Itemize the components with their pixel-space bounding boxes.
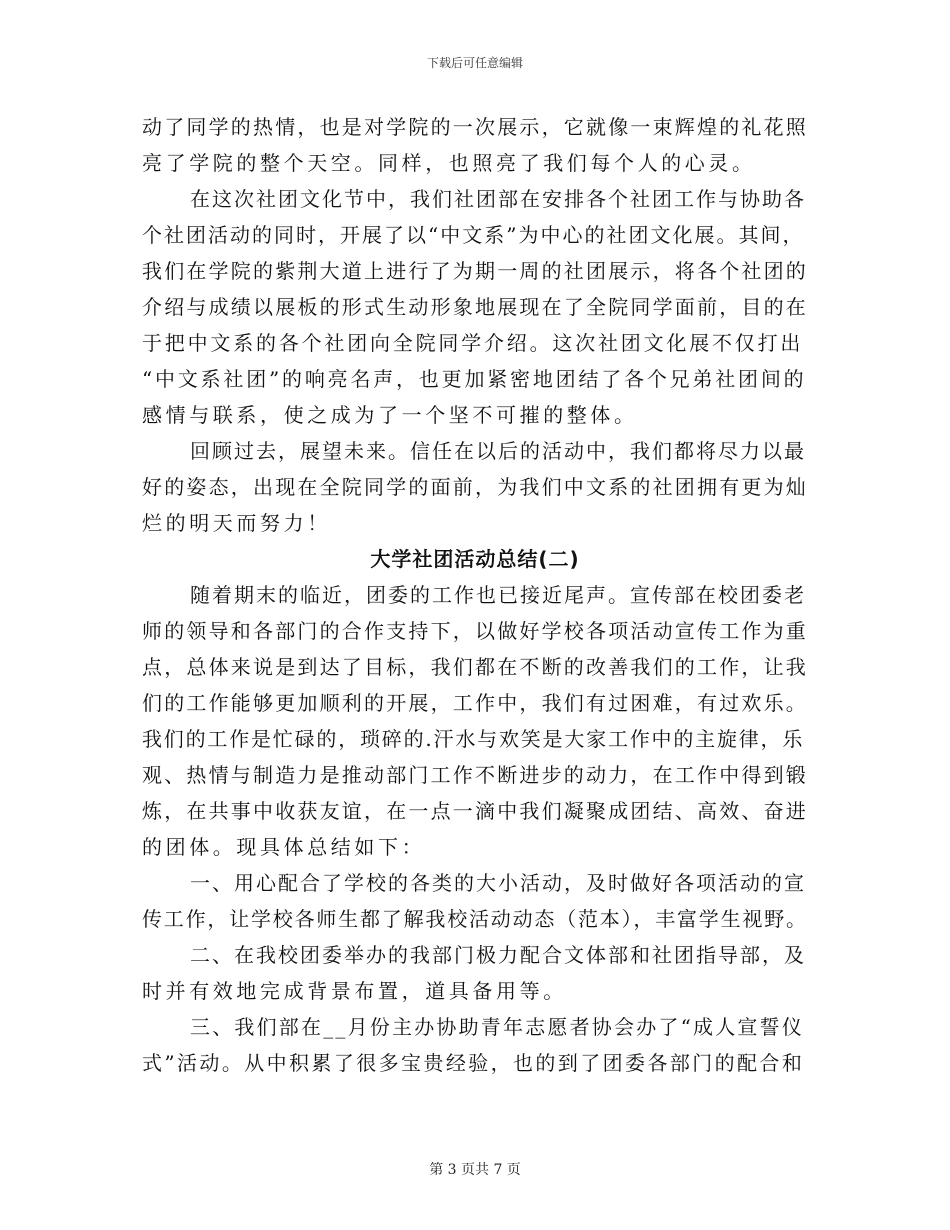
text-line: 动了同学的热情，也是对学院的一次展示，它就像一束辉煌的礼花照 bbox=[142, 115, 808, 139]
text-line: 回顾过去，展望未来。信任在以后的活动中，我们都将尽力以最 bbox=[190, 439, 806, 463]
paragraph bbox=[142, 433, 808, 541]
text-line: 个社团活动的同时，开展了以“中文系”为中心的社团文化展。其间， bbox=[142, 223, 805, 247]
text-line: 三、我们部在__月份主办协助青年志愿者协会办了“成人宣誓仪 bbox=[190, 1015, 805, 1039]
text-line: 师的领导和各部门的合作支持下，以做好学校各项活动宣传工作为重 bbox=[142, 619, 808, 643]
paragraphs-before-title bbox=[142, 109, 808, 541]
paragraph bbox=[142, 109, 808, 181]
text-line: 二、在我校团委举办的我部门极力配合文体部和社团指导部，及 bbox=[190, 943, 806, 967]
page-number-footer: 第 3 页共 7 页 bbox=[429, 1162, 521, 1178]
text-line: 点，总体来说是到达了目标，我们都在不断的改善我们的工作，让我 bbox=[142, 655, 808, 679]
page-header-note: 下载后可任意编辑 bbox=[426, 56, 523, 70]
text-line: 时并有效地完成背景布置，道具备用等。 bbox=[142, 979, 567, 1003]
text-line: 好的姿态，出现在全院同学的面前，为我们中文系的社团拥有更为灿 bbox=[142, 475, 808, 499]
paragraph bbox=[142, 1009, 808, 1081]
text-line: 于把中文系的各个社团向全院同学介绍。这次社团文化展不仅打出 bbox=[142, 331, 804, 355]
paragraph bbox=[142, 937, 808, 1009]
text-line: 我们在学院的紫荆大道上进行了为期一周的社团展示，将各个社团的 bbox=[142, 259, 808, 283]
text-line: 我们的工作是忙碌的，琐碎的.汗水与欢笑是大家工作中的主旋律，乐 bbox=[142, 727, 805, 751]
section-title: 大学社团活动总结(二) bbox=[370, 547, 580, 571]
text-line: 亮了学院的整个天空。同样，也照亮了我们每个人的心灵。 bbox=[142, 151, 756, 175]
paragraph bbox=[142, 577, 808, 865]
text-line: 观、热情与制造力是推动部门工作不断进步的动力，在工作中得到锻 bbox=[142, 763, 808, 787]
text-line: 介绍与成绩以展板的形式生动形象地展现在了全院同学面前，目的在 bbox=[142, 295, 808, 319]
text-line: 感情与联系，使之成为了一个坚不可摧的整体。 bbox=[142, 403, 638, 427]
paragraphs-after-title bbox=[142, 577, 808, 1081]
text-line: 传工作，让学校各师生都了解我校活动动态（范本），丰富学生视野。 bbox=[142, 907, 808, 931]
text-line: 的团体。现具体总结如下： bbox=[142, 835, 426, 859]
text-line: 烂的明天而努力！ bbox=[142, 511, 331, 535]
text-line: 炼，在共事中收获友谊，在一点一滴中我们凝聚成团结、高效、奋进 bbox=[142, 799, 808, 823]
text-line: 一、用心配合了学校的各类的大小活动，及时做好各项活动的宣 bbox=[190, 871, 806, 895]
paragraph bbox=[142, 865, 808, 937]
paragraph bbox=[142, 181, 808, 433]
text-line: “中文系社团”的响亮名声，也更加紧密地团结了各个兄弟社团间的 bbox=[142, 367, 807, 391]
document-body bbox=[142, 109, 808, 1081]
text-line: 式”活动。从中积累了很多宝贵经验，也的到了团委各部门的配合和 bbox=[142, 1051, 805, 1075]
text-line: 在这次社团文化节中，我们社团部在安排各个社团工作与协助各 bbox=[190, 187, 806, 211]
text-line: 随着期末的临近，团委的工作也已接近尾声。宣传部在校团委老 bbox=[190, 583, 806, 607]
text-line: 们的工作能够更加顺利的开展，工作中，我们有过困难，有过欢乐。 bbox=[142, 691, 808, 715]
